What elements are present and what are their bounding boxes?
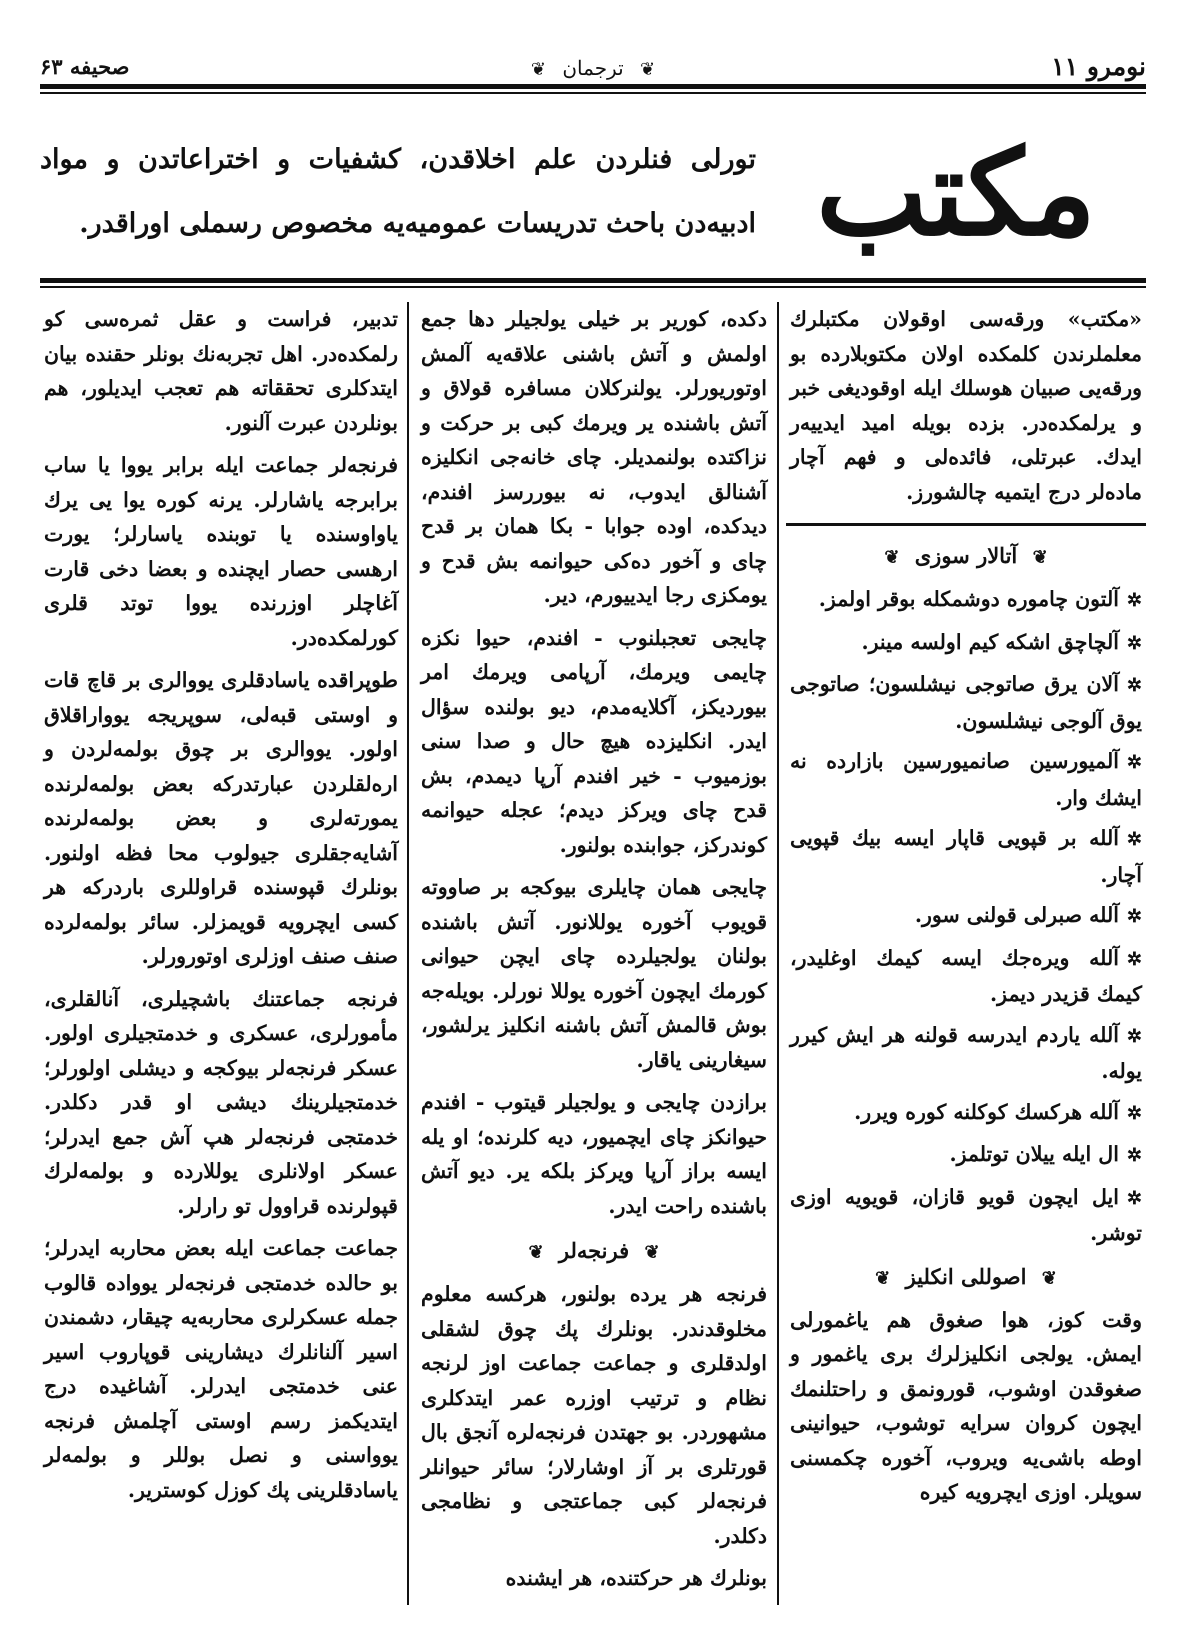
masthead-title: مکتب <box>816 123 1096 262</box>
column-left <box>40 302 402 1615</box>
proverb-item: ✲آلچاچق اشکه کیم اولسه مینر. <box>861 629 1142 654</box>
article-paragraph: بونلرك هر حرکتنده، هر ایشنده <box>505 1566 767 1590</box>
story-paragraph: برازدن چایجی و یولجیلر قیتوب - افندم حیوانکز چای ایچمیور، دیه کلرنده؛ او یله ایسه براز آرپا ویرکز بلکه یر. دیو آتش باشنده راحت ایدر. <box>421 1090 767 1218</box>
article-paragraph: جماعت جماعت ایله بعض محاربه ایدرلر؛ بو حالده خدمتجی فرنجه‌لر یوواده قالوب جمله عسکرلری محاربه‌یه چیقار، دشمندن اسیر آلنانلرك دیشارینی قوپاروب اسیر عنی خدمتجی ایدرلر. آشاغیده درج ایتدیکمز رسم اوستی آچلمش فرنجه یوواسنی و نصل بوللر و بولمه‌لر یاسادقلرینی پك کوزل کوستریر. <box>44 1236 398 1502</box>
story-paragraph: چایجی همان چایلری بیوکجه بر صاووته قویوب آخوره یوللانور. آتش باشنده بولنان یولجیلرده چای ایچن حیوانی کورمك ایچون آخوره یوللا نورلر. بویله‌جه بوش قالمش آتش باشنه انکلیز یرلشور، سیغارینی یاقار. <box>421 875 767 1072</box>
section-heading-text: اصوللی انکلیز <box>905 1263 1027 1289</box>
story-paragraph: وقت کوز، هوا صغوق هم یاغمورلی ایمش. یولجی انکلیزلرك بری یاغمور و صغوقدن اوشوب، قورونمق و راحتلنمك ایچون کروان سرایه توشوب، حیوانینی اوطه باشی‌یه ویروب، آخوره چکمسنی سویلر. اوزی ایچرویه کیره <box>790 1307 1142 1504</box>
section-heading-proverbs <box>786 536 1146 578</box>
ornament-icon: ❦ <box>1041 1267 1057 1289</box>
paper-name-text: ترجمان <box>562 56 624 80</box>
proverb-item: ✲آلتون چاموره دوشمکله بوقر اولمز. <box>818 587 1142 611</box>
proverb-item: ✲آلله ویره‌جك ایسه کیمك اوغلیدر، کیمك قزیدر دیمز. <box>790 945 1142 1006</box>
article-paragraph: تدبیر، فراست و عقل ثمره‌سی کو رلمکده‌در. اهل تجربه‌نك بونلر حقنده بیان ایتدکلری تحققاته هم تعجب ایدیلور، هم بونلردن عبرت آلنور. <box>44 307 398 435</box>
article-paragraph: فرنجه‌لر جماعت ایله برابر یووا یا ساب برابرجه یاشارلر. یرنه کوره یوا یی یرك یاواوسنده یا توبنده یاسارلر؛ یورت ارهسی حصار ایچنده و بعضا دخی قارت آغاچلر اوزرنده یووا توتد قلری کورلمکده‌در. <box>44 453 398 650</box>
proverb-item: ✲ایل ایچون قویو قازان، قویویه اوزی توشر. <box>790 1184 1142 1245</box>
section-heading-english <box>786 1257 1146 1299</box>
masthead <box>40 110 1146 275</box>
column-divider <box>407 302 409 1605</box>
ornament-icon: ❦ <box>640 59 656 80</box>
star-icon: ✲ <box>1126 752 1142 773</box>
masthead-rule <box>40 278 1146 283</box>
ornament-icon: ❦ <box>1032 547 1048 568</box>
section-divider <box>786 523 1146 526</box>
section-heading-text: فرنجه‌لر <box>558 1238 630 1263</box>
article-paragraph: طوپراقده یاسادقلری یووالری بر قاچ قات و اوستی قبه‌لی، سوپریجه یوواراقلاق اولور. یووالری بر چوق بولمه‌لردن و اره‌لقلردن عبارتدرکه بعض بولمه‌لرنده یمورته‌لری و بعض بولمه‌لرنده آشایه‌جقلری جیولوب محا فظه اولنور. بونلرك قپوسنده قراوللری باردرکه هر کسی ایچرویه قویمزلر. سائر بولمه‌لرده صنف صنف اوزلری اوتورورلر. <box>44 668 398 968</box>
ornament-icon: ❦ <box>644 1242 660 1263</box>
star-icon: ✲ <box>1126 590 1142 611</box>
star-icon: ✲ <box>1126 829 1142 850</box>
star-icon: ✲ <box>1126 1145 1142 1166</box>
intro-paragraph: «مکتب» ورقه‌سی اوقولان مکتبلرك معلملرندن کلمکده اولان مکتوبلارده بو ورقه‌یی صبیان هوسلك ایله اوقودیغی خبر و یرلمکده‌در. بزده بویله امید ایدییه‌ر ایدك. عبرتلی، فائده‌لی و فهم آچار ماده‌لر درج ایتمیه چالشورز. <box>790 307 1142 504</box>
ornament-icon: ❦ <box>528 1242 544 1263</box>
header-rule-thin <box>40 92 1146 94</box>
proverb-item: ✲آلان یرق صاتوجی نیشلسون؛ صاتوجی یوق آلوجی نیشلسون. <box>790 672 1142 733</box>
ornament-icon: ❦ <box>875 1267 891 1289</box>
proverb-item: ✲آلله هرکسك کوکلنه کوره ویرر. <box>854 1099 1142 1124</box>
ornament-icon: ❦ <box>884 547 900 568</box>
column-middle <box>417 302 771 1615</box>
header-rule <box>40 84 1146 89</box>
proverb-item: ✲آلله بر قپویی قاپار ایسه بیك قپویی آچار. <box>790 826 1142 887</box>
proverb-item: ✲آلله صبرلی قولنی سور. <box>914 903 1142 927</box>
article-paragraph: فرنجه جماعتنك باشچیلری، آنالقلری، مأمورلری، عسکری و خدمتجیلری اولور. عسکر فرنجه‌لر بیوکجه و دیشلی اولورلر؛ خدمتجیلرینك دیشی او قدر دکلدر. خدمتجی فرنجه‌لر هپ آش جمع ایدرلر؛ عسکر اولانلری یوللارده و بولمه‌لرك قپولرنده قراوول تو رارلر. <box>44 986 398 1218</box>
issue-number: نومرو ۱۱ <box>1051 52 1146 81</box>
column-divider <box>777 302 779 1605</box>
page-number: صحیفه ۶۳ <box>40 54 130 79</box>
proverb-item: ✲آلله یاردم ایدرسه قولنه هر ایش کیرر یوله. <box>790 1022 1142 1083</box>
story-paragraph: دکده، کوریر بر خیلی یولجیلر دها جمع اولمش و آتش باشنی علاقه‌یه آلمش اوتوریورلر. یولنرکلان مسافره قولاق و آتش باشنده یر ویرمك کبی بر حرکت و نزاکتده بولنمدیلر. چای خانه‌جی انکلیزه آشنالق ایدوب، نه بیوررسز افندم، دیدکده، اوده جوابا - بکا همان بر قدح چای و آخور ده‌کی حیوانمه بش قدح و یومکزی رجا ایدییورم، دیر. <box>421 307 767 607</box>
paper-name <box>521 56 665 80</box>
star-icon: ✲ <box>1126 948 1142 970</box>
star-icon: ✲ <box>1126 1025 1142 1047</box>
star-icon: ✲ <box>1126 1187 1142 1209</box>
masthead-subtitle: تورلی فنلردن علم اخلاقدن، کشفیات و اختراعاتدن و مواد ادبیه‌دن باحث تدریسات عمومیه‌یه مخصوص رسملی اوراقدر. <box>40 144 756 239</box>
proverb-item: ✲آلمیورسین صانمیورسین بازارده نه ایشك وار. <box>790 749 1142 810</box>
columns <box>40 302 1146 1625</box>
column-right <box>786 302 1146 1615</box>
masthead-rule-thin <box>40 286 1146 288</box>
story-paragraph: چایجی تعجبلنوب - افندم، حیوا نکزه چایمی ویرمك، آرپامی ویرمك امر بیوردیکز، آکلایه‌مدم، دیو بولنده سؤال ایدر. انکلیزده هیچ حال و صدا سنی بوزمیوب - خیر افندم آرپا دیمدم، بش قدح چای ویرکز دیدم؛ عجله حیوانمه کوندرکز، جوابنده بولنور. <box>421 625 767 857</box>
section-heading-ants <box>417 1231 771 1273</box>
proverb-list <box>786 582 1146 1251</box>
ornament-icon: ❦ <box>530 59 546 80</box>
star-icon: ✲ <box>1126 906 1142 927</box>
star-icon: ✲ <box>1126 632 1142 654</box>
article-paragraph: فرنجه هر یرده بولنور، هرکسه معلوم مخلوقدندر. بونلرك پك چوق لشقلی اولدقلری و جماعت جماعت اوز لرنجه نظام و ترتیب اوزره عمر ایتدکلری مشهوردر. بو جهتدن فرنجه‌لره آنجق بال قورتلری بر آز اوشارلار؛ سائر حیوانلر فرنجه‌لر کبی جماعتجی و نظامجی دکلدر. <box>421 1282 767 1548</box>
section-heading-text: آتالار سوزی <box>914 543 1018 568</box>
star-icon: ✲ <box>1126 1102 1142 1124</box>
star-icon: ✲ <box>1126 675 1142 696</box>
proverb-item: ✲ال ایله ییلان توتلمز. <box>949 1142 1142 1166</box>
